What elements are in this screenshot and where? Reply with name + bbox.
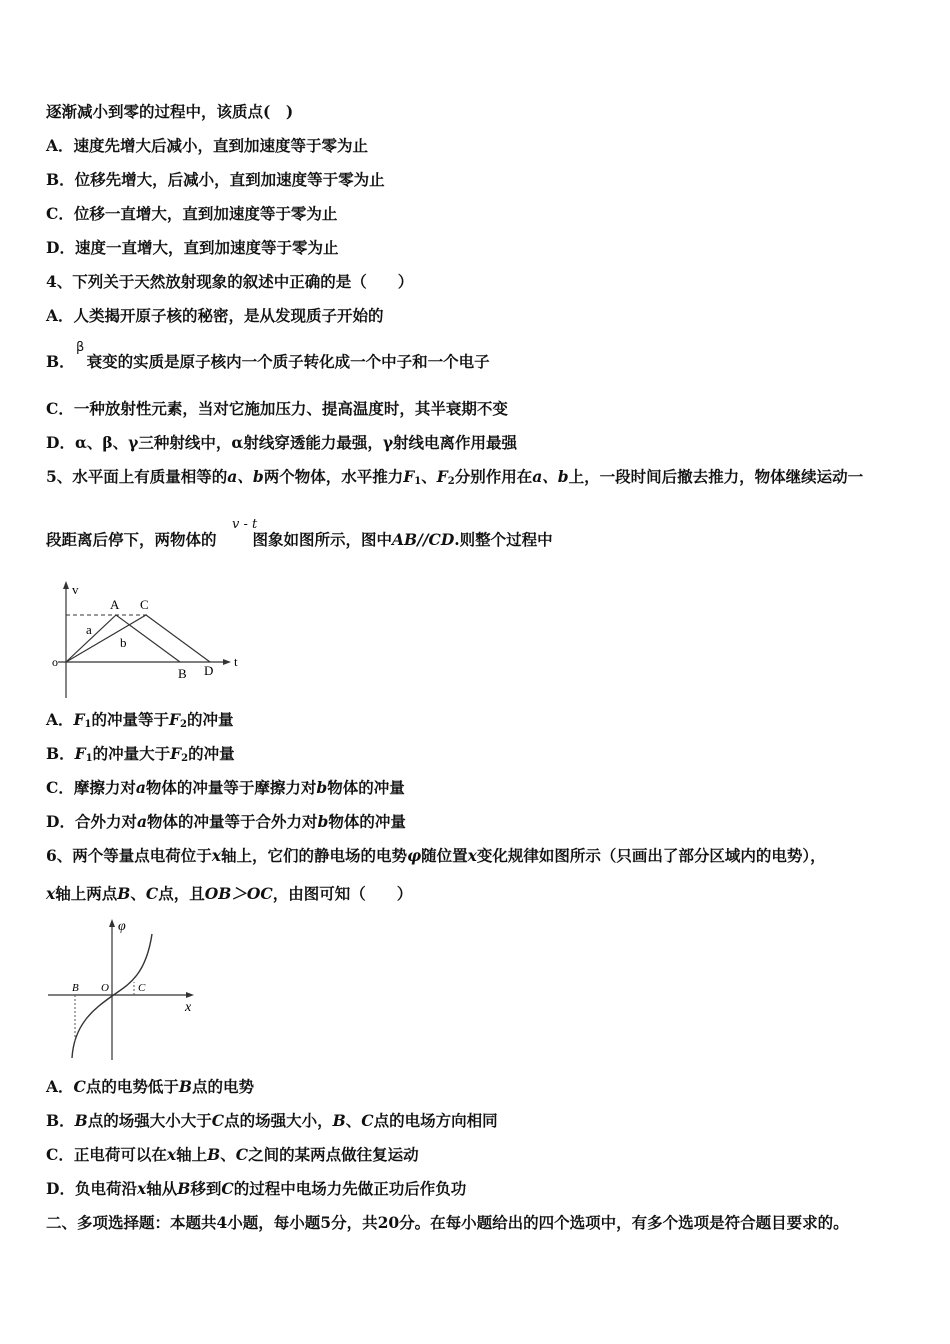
text: 的冲量 bbox=[188, 744, 235, 763]
var: B bbox=[207, 1145, 221, 1164]
q5-option-b bbox=[46, 744, 235, 769]
label-a: a bbox=[86, 622, 92, 637]
var: a bbox=[136, 812, 147, 831]
label-o: o bbox=[52, 655, 58, 669]
q5-stem-line1 bbox=[46, 467, 863, 492]
text: 点的场强大小， bbox=[224, 1111, 333, 1130]
text: 段距离后停下，两物体的 bbox=[46, 530, 217, 549]
text: 随位置 bbox=[421, 846, 468, 865]
var: F bbox=[74, 744, 86, 763]
var: C bbox=[145, 884, 159, 903]
text: 两个物体，水平推力 bbox=[263, 467, 404, 486]
var: F bbox=[169, 710, 181, 729]
sub: 1 bbox=[85, 753, 93, 764]
label-v: v bbox=[72, 582, 79, 597]
phi-x-graph bbox=[44, 914, 204, 1064]
t-axis-arrow bbox=[223, 659, 231, 665]
var: C bbox=[221, 1179, 234, 1198]
text: 分别作用在 bbox=[454, 467, 533, 486]
sub: 2 bbox=[180, 719, 188, 730]
text: 变化规律如图所示（只画出了部分区域内的电势）， bbox=[476, 846, 826, 865]
label-A: A bbox=[110, 597, 120, 612]
q6-stem-line2 bbox=[46, 884, 412, 904]
var: B bbox=[332, 1111, 346, 1130]
q4-option-c: C．一种放射性元素，当对它施加压力、提高温度时，其半衰期不变 bbox=[46, 399, 508, 418]
text: 、 bbox=[220, 1145, 236, 1164]
text: ，由图可知（ ） bbox=[272, 884, 413, 903]
var: x bbox=[136, 1179, 147, 1198]
q4-option-d: D．α、β、γ三种射线中，α射线穿透能力最强，γ射线电离作用最强 bbox=[46, 433, 518, 452]
label-C: C bbox=[140, 597, 149, 612]
q4-stem: 4、下列关于天然放射现象的叙述中正确的是（ ） bbox=[46, 272, 414, 291]
var: a bbox=[135, 778, 146, 797]
label-phi: φ bbox=[118, 919, 126, 934]
q4-option-b bbox=[46, 352, 490, 372]
var: C bbox=[73, 1077, 86, 1096]
q6-stem-line1 bbox=[46, 846, 826, 866]
text: D．负电荷沿 bbox=[46, 1179, 137, 1198]
var: F bbox=[170, 744, 182, 763]
label-C: C bbox=[138, 982, 146, 994]
var: B bbox=[178, 1077, 192, 1096]
q4-option-a: A．人类揭开原子核的秘密，是从发现质子开始的 bbox=[46, 306, 384, 325]
var: a、b bbox=[227, 467, 264, 486]
beta-symbol: β bbox=[76, 340, 85, 355]
text: 图象如图所示，图中 bbox=[252, 530, 393, 549]
sub: 1 bbox=[84, 719, 92, 730]
text: 的过程中电场力先做正功后作负功 bbox=[233, 1179, 467, 1198]
text: D．合外力对 bbox=[46, 812, 137, 831]
label-D: D bbox=[204, 663, 214, 678]
text: 点的电势 bbox=[192, 1077, 255, 1096]
text: 5、水平面上有质量相等的 bbox=[46, 467, 228, 486]
text: 轴上 bbox=[176, 1145, 208, 1164]
text: 点，且 bbox=[158, 884, 205, 903]
q3-stem: 逐渐减小到零的过程中，该质点( ) bbox=[46, 102, 294, 121]
var: x bbox=[46, 884, 56, 903]
text: A． bbox=[46, 1077, 74, 1096]
var: C bbox=[211, 1111, 225, 1130]
vt-label: v - t bbox=[232, 517, 258, 532]
phi-axis-arrow bbox=[109, 919, 115, 927]
sub: 2 bbox=[181, 753, 189, 764]
var: AB//CD bbox=[392, 530, 455, 549]
q3-option-c: C．位移一直增大，直到加速度等于零为止 bbox=[46, 204, 338, 223]
var: B bbox=[117, 884, 131, 903]
text: 点的电场方向相同 bbox=[373, 1111, 498, 1130]
vt-graph bbox=[48, 578, 248, 700]
sub: 1 bbox=[414, 476, 422, 487]
text: 点的场强大小大于 bbox=[87, 1111, 212, 1130]
text: 、 bbox=[421, 467, 437, 486]
q3-option-b: B．位移先增大，后减小，直到加速度等于零为止 bbox=[46, 170, 385, 189]
v-axis-arrow bbox=[63, 581, 69, 589]
text: 、 bbox=[130, 884, 146, 903]
q5-option-c bbox=[46, 778, 405, 798]
q6-option-d bbox=[46, 1179, 466, 1199]
var: b bbox=[317, 812, 329, 831]
label-B: B bbox=[178, 666, 187, 681]
var: x bbox=[166, 1145, 177, 1164]
text: 物体的冲量 bbox=[328, 812, 406, 831]
text: 6、两个等量点电荷位于 bbox=[46, 846, 212, 865]
var: F bbox=[73, 710, 85, 729]
q6-option-c bbox=[46, 1145, 419, 1165]
var: B bbox=[177, 1179, 191, 1198]
var: OB＞OC bbox=[204, 884, 273, 903]
text: C．正电荷可以在 bbox=[46, 1145, 167, 1164]
text: B． bbox=[46, 1111, 75, 1130]
text: 轴上，它们的静电场的电势 bbox=[221, 846, 408, 865]
label-B: B bbox=[72, 982, 79, 994]
text: C．摩擦力对 bbox=[46, 778, 136, 797]
text: 点的电势低于 bbox=[85, 1077, 179, 1096]
label-t: t bbox=[234, 654, 238, 669]
q5-option-a bbox=[46, 710, 234, 735]
option-label: B． bbox=[46, 352, 75, 371]
q6-option-a bbox=[46, 1077, 254, 1097]
option-text: 衰变的实质是原子核内一个质子转化成一个中子和一个电子 bbox=[86, 352, 490, 371]
text: 物体的冲量 bbox=[327, 778, 405, 797]
sub: 2 bbox=[447, 476, 455, 487]
text: 的冲量大于 bbox=[92, 744, 171, 763]
q6-option-b bbox=[46, 1111, 498, 1131]
text: .则整个过程中 bbox=[454, 530, 553, 549]
text: 物体的冲量等于摩擦力对 bbox=[145, 778, 317, 797]
text: 的冲量等于 bbox=[91, 710, 170, 729]
text: 物体的冲量等于合外力对 bbox=[147, 812, 318, 831]
text: A． bbox=[46, 710, 74, 729]
label-b: b bbox=[120, 635, 127, 650]
text: 之间的某两点做往复运动 bbox=[248, 1145, 419, 1164]
text: 、 bbox=[345, 1111, 362, 1130]
var: a、b bbox=[532, 467, 569, 486]
q5-option-d bbox=[46, 812, 406, 832]
text: 轴上两点 bbox=[55, 884, 118, 903]
var: φ bbox=[407, 846, 422, 865]
x-axis-arrow bbox=[186, 992, 194, 998]
var: x bbox=[467, 846, 477, 865]
text: B． bbox=[46, 744, 75, 763]
label-O: O bbox=[101, 982, 109, 994]
text: 上，一段时间后撤去推力，物体继续运动一 bbox=[568, 467, 864, 486]
var: C bbox=[361, 1111, 374, 1130]
var: x bbox=[211, 846, 222, 865]
text: 移到 bbox=[190, 1179, 222, 1198]
q5-stem-line2 bbox=[46, 530, 553, 550]
var: C bbox=[235, 1145, 249, 1164]
q3-option-d: D．速度一直增大，直到加速度等于零为止 bbox=[46, 238, 339, 257]
var: F bbox=[436, 467, 448, 486]
var: B bbox=[74, 1111, 88, 1130]
label-x: x bbox=[185, 1000, 192, 1015]
section-2-heading: 二、多项选择题：本题共4小题，每小题5分，共20分。在每小题给出的四个选项中，有多个选项是符合题目要求的。 bbox=[46, 1213, 849, 1232]
var: b bbox=[316, 778, 328, 797]
q3-option-a: A．速度先增大后减小，直到加速度等于零为止 bbox=[46, 136, 369, 155]
text: 轴从 bbox=[146, 1179, 178, 1198]
var: F bbox=[403, 467, 415, 486]
text: 的冲量 bbox=[187, 710, 234, 729]
